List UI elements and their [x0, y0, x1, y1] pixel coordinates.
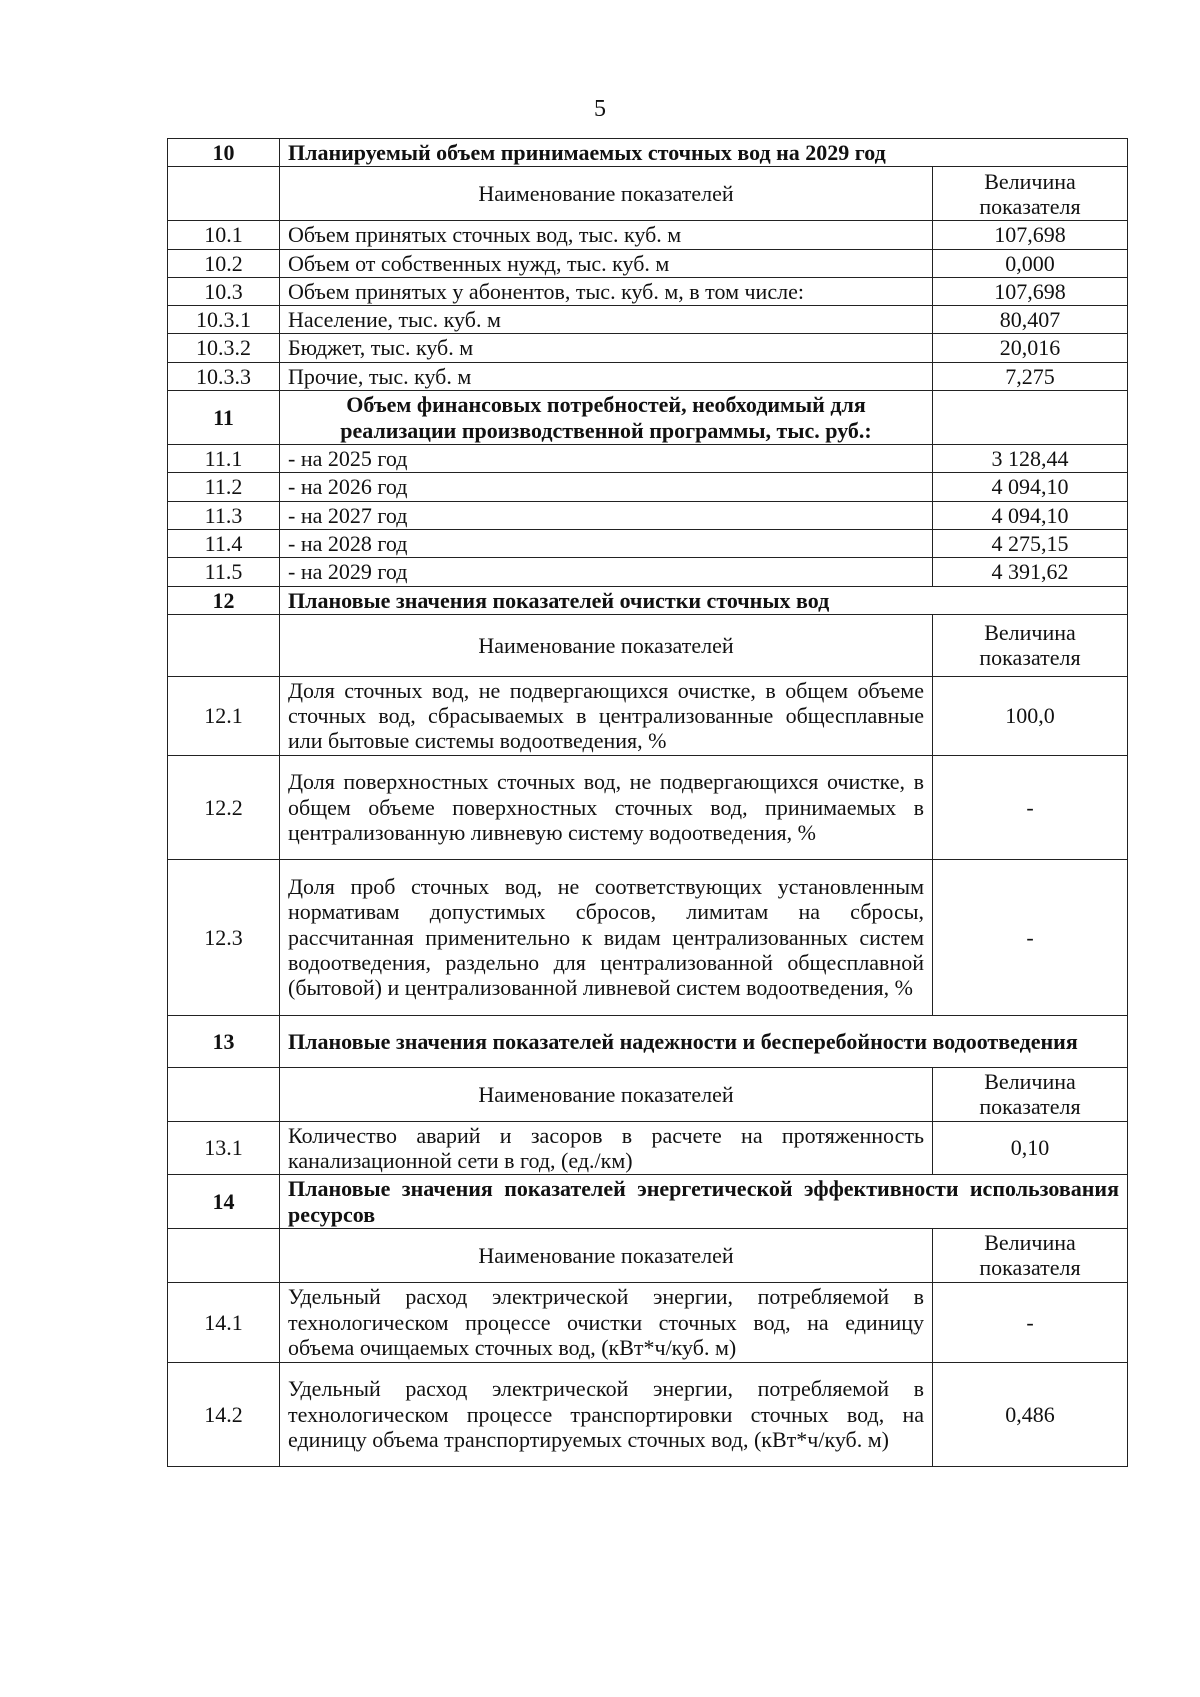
- row-name: Доля сточных вод, не подвергающихся очистке, в общем объеме сточных вод, сбрасываемых в централизованные общесплавные или бытовые системы водоотведения, %: [280, 676, 933, 755]
- table-row: [168, 1121, 1128, 1175]
- header-value-cell: Величина показателя: [933, 167, 1128, 221]
- row-value: 20,016: [933, 334, 1128, 362]
- row-number: 10.3.2: [168, 334, 280, 362]
- row-number: 13.1: [168, 1121, 280, 1175]
- row-name: Доля поверхностных сточных вод, не подвергающихся очистке, в общем объеме поверхностных сточных вод, принимаемых в централизованную ливневую систему водоотведения, %: [280, 755, 933, 859]
- row-number: 12.2: [168, 755, 280, 859]
- row-name: - на 2026 год: [280, 473, 933, 501]
- row-number: 10.3.1: [168, 306, 280, 334]
- table-row: [168, 501, 1128, 529]
- row-number: 14.2: [168, 1362, 280, 1466]
- table-row: [168, 755, 1128, 859]
- row-number: 10.3: [168, 277, 280, 305]
- row-value: 100,0: [933, 676, 1128, 755]
- section-number: 13: [168, 1015, 280, 1067]
- empty-cell: [168, 1067, 280, 1121]
- section-14-header: [168, 1175, 1128, 1229]
- header-value-cell: Величина показателя: [933, 614, 1128, 676]
- row-number: 10.1: [168, 221, 280, 249]
- section-number: 14: [168, 1175, 280, 1229]
- row-value: 4 391,62: [933, 558, 1128, 586]
- table-row: [168, 221, 1128, 249]
- section-13-header: [168, 1015, 1128, 1067]
- row-name: Объем от собственных нужд, тыс. куб. м: [280, 249, 933, 277]
- row-value: 0,10: [933, 1121, 1128, 1175]
- table-row: [168, 529, 1128, 557]
- section-title: Объем финансовых потребностей, необходимый для реализации производственной программы, тыс. руб.:: [280, 391, 933, 445]
- section-title: Плановые значения показателей энергетической эффективности использования ресурсов: [280, 1175, 1128, 1229]
- row-number: 12.1: [168, 676, 280, 755]
- row-name: Население, тыс. куб. м: [280, 306, 933, 334]
- page-number: 5: [594, 96, 606, 122]
- row-number: 11.3: [168, 501, 280, 529]
- row-number: 11.5: [168, 558, 280, 586]
- empty-cell: [168, 1228, 280, 1282]
- section-10-header: [168, 139, 1128, 167]
- row-value: 107,698: [933, 221, 1128, 249]
- table-row: [168, 558, 1128, 586]
- column-header-row: [168, 1067, 1128, 1121]
- indicators-table: [167, 138, 1128, 1467]
- empty-cell: [933, 391, 1128, 445]
- row-value: 4 094,10: [933, 473, 1128, 501]
- section-title: Планируемый объем принимаемых сточных вод на 2029 год: [280, 139, 1128, 167]
- row-value: 4 275,15: [933, 529, 1128, 557]
- section-number: 10: [168, 139, 280, 167]
- row-name: - на 2028 год: [280, 529, 933, 557]
- row-number: 11.1: [168, 445, 280, 473]
- row-value: 4 094,10: [933, 501, 1128, 529]
- row-number: 10.2: [168, 249, 280, 277]
- header-name-cell: Наименование показателей: [280, 614, 933, 676]
- row-number: 10.3.3: [168, 362, 280, 390]
- row-value: 7,275: [933, 362, 1128, 390]
- column-header-row: [168, 614, 1128, 676]
- row-name: Объем принятых у абонентов, тыс. куб. м, в том числе:: [280, 277, 933, 305]
- section-title: Плановые значения показателей надежности и бесперебойности водоотведения: [280, 1015, 1128, 1067]
- table-row: [168, 362, 1128, 390]
- header-value-cell: Величина показателя: [933, 1228, 1128, 1282]
- row-value: 80,407: [933, 306, 1128, 334]
- table-row: [168, 1362, 1128, 1466]
- row-name: - на 2027 год: [280, 501, 933, 529]
- header-value-cell: Величина показателя: [933, 1067, 1128, 1121]
- empty-cell: [168, 167, 280, 221]
- table-row: [168, 676, 1128, 755]
- header-name-cell: Наименование показателей: [280, 167, 933, 221]
- row-name: Доля проб сточных вод, не соответствующих установленным нормативам допустимых сбросов, лимитам на сбросы, рассчитанная применительно к видам централизованных систем водоотведения, раздельно для централизованной общесплавной (бытовой) и централизованной ливневой систем водоотведения, %: [280, 859, 933, 1015]
- row-value: 3 128,44: [933, 445, 1128, 473]
- column-header-row: [168, 167, 1128, 221]
- section-12-header: [168, 586, 1128, 614]
- row-value: -: [933, 859, 1128, 1015]
- table-row: [168, 334, 1128, 362]
- table-row: [168, 277, 1128, 305]
- row-name: Бюджет, тыс. куб. м: [280, 334, 933, 362]
- row-number: 11.4: [168, 529, 280, 557]
- row-name: Объем принятых сточных вод, тыс. куб. м: [280, 221, 933, 249]
- table-row: [168, 473, 1128, 501]
- column-header-row: [168, 1228, 1128, 1282]
- row-value: -: [933, 1282, 1128, 1362]
- section-number: 12: [168, 586, 280, 614]
- table-row: [168, 445, 1128, 473]
- empty-cell: [168, 614, 280, 676]
- table-row: [168, 1282, 1128, 1362]
- section-title: Плановые значения показателей очистки сточных вод: [280, 586, 1128, 614]
- row-value: -: [933, 755, 1128, 859]
- header-name-cell: Наименование показателей: [280, 1228, 933, 1282]
- row-name: - на 2025 год: [280, 445, 933, 473]
- table-row: [168, 249, 1128, 277]
- row-value: 107,698: [933, 277, 1128, 305]
- header-name-cell: Наименование показателей: [280, 1067, 933, 1121]
- row-value: 0,000: [933, 249, 1128, 277]
- row-name: Удельный расход электрической энергии, потребляемой в технологическом процессе очистки сточных вод, на единицу объема очищаемых сточных вод, (кВт*ч/куб. м): [280, 1282, 933, 1362]
- row-name: - на 2029 год: [280, 558, 933, 586]
- row-name: Удельный расход электрической энергии, потребляемой в технологическом процессе транспортировки сточных вод, на единицу объема транспортируемых сточных вод, (кВт*ч/куб. м): [280, 1362, 933, 1466]
- row-name: Прочие, тыс. куб. м: [280, 362, 933, 390]
- row-number: 11.2: [168, 473, 280, 501]
- table-row: [168, 859, 1128, 1015]
- row-value: 0,486: [933, 1362, 1128, 1466]
- table-row: [168, 306, 1128, 334]
- section-11-header: [168, 391, 1128, 445]
- section-number: 11: [168, 391, 280, 445]
- row-number: 14.1: [168, 1282, 280, 1362]
- row-number: 12.3: [168, 859, 280, 1015]
- row-name: Количество аварий и засоров в расчете на протяженность канализационной сети в год, (ед./км): [280, 1121, 933, 1175]
